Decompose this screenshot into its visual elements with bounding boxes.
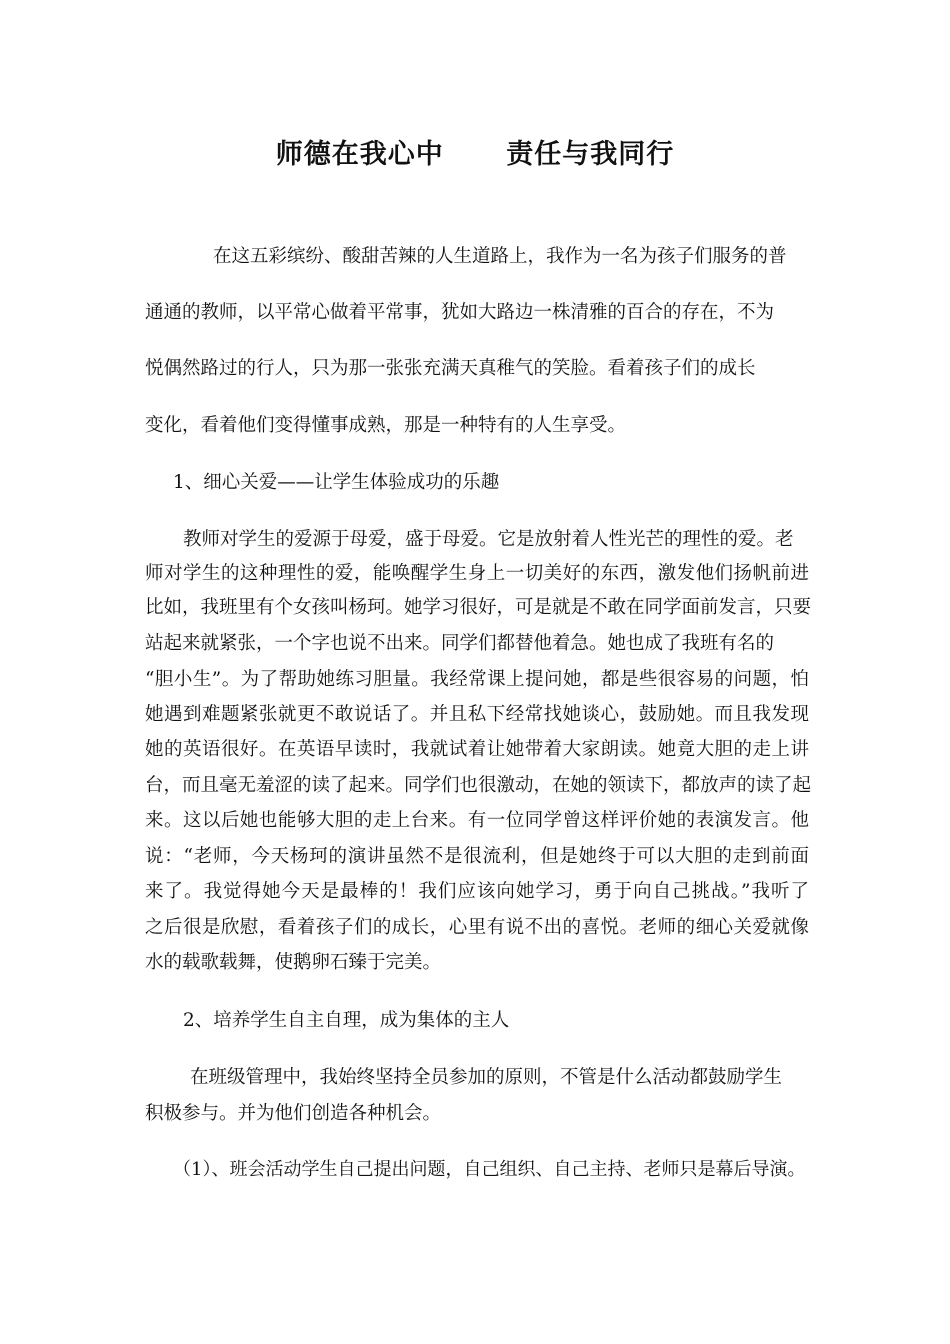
- intro-line-1: 在这五彩缤纷、酸甜苦辣的人生道路上，我作为一名为孩子们服务的普: [213, 246, 787, 267]
- section-2-line: 在班级管理中，我始终坚持全员参加的原则，不管是什么活动都鼓励学生: [190, 1067, 783, 1088]
- section-1-line: 站起来就紧张，一个字也说不出来。同学们都替他着急。她也成了我班有名的: [145, 633, 775, 654]
- section-1-line: 台，而且毫无羞涩的读了起来。同学们也很激动，在她的领读下，都放声的读了起: [145, 775, 812, 796]
- section-2-heading: 2、培养学生自主自理，成为集体的主人: [183, 1010, 510, 1031]
- section-1-line: 说：“老师，今天杨珂的演讲虽然不是很流利，但是她终于可以大胆的走到前面: [145, 846, 809, 867]
- section-1-line: 她的英语很好。在英语早读时，我就试着让她带着大家朗读。她竟大胆的走上讲: [145, 739, 809, 760]
- intro-line-2: 通通的教师，以平常心做着平常事，犹如大路边一株清雅的百合的存在，不为: [145, 302, 775, 323]
- section-1-line: 水的载歌载舞，使鹅卵石臻于完美。: [145, 952, 442, 973]
- section-1-line: 师对学生的这种理性的爱，能唤醒学生身上一切美好的东西，激发他们扬帆前进: [145, 563, 809, 584]
- section-1-line: 比如，我班里有个女孩叫杨珂。她学习很好，可是就是不敢在同学面前发言，只要: [145, 597, 812, 618]
- section-1-line: 她遇到难题紧张就更不敢说话了。并且私下经常找她谈心，鼓励她。而且我发现: [145, 704, 809, 725]
- section-1-heading: 1、细心关爱——让学生体验成功的乐趣: [173, 472, 500, 493]
- section-1-line: 来了。我觉得她今天是最棒的！我们应该向她学习，勇于向自己挑战。”我听了: [145, 881, 809, 902]
- section-1-line: 之后很是欣慰，看着孩子们的成长，心里有说不出的喜悦。老师的细心关爱就像: [145, 917, 809, 938]
- section-2-item-1: （1）、班会活动学生自己提出问题，自己组织、自己主持、老师只是幕后导演。: [173, 1159, 806, 1180]
- intro-line-3: 悦偶然路过的行人，只为那一张张充满天真稚气的笑脸。看着孩子们的成长: [145, 358, 756, 379]
- section-1-line: 来。这以后她也能够大胆的走上台来。有一位同学曾这样评价她的表演发言。他: [145, 810, 809, 831]
- section-2-line: 积极参与。并为他们创造各种机会。: [145, 1103, 442, 1124]
- intro-line-4: 变化，看着他们变得懂事成熟，那是一种特有的人生享受。: [145, 415, 627, 436]
- page-title: 师德在我心中 责任与我同行: [275, 139, 675, 170]
- section-1-line: 教师对学生的爱源于母爱，盛于母爱。它是放射着人性光芒的理性的爱。老: [183, 529, 794, 550]
- section-1-line: “胆小生”。为了帮助她练习胆量。我经常课上提问她，都是些很容易的问题，怕: [145, 669, 809, 690]
